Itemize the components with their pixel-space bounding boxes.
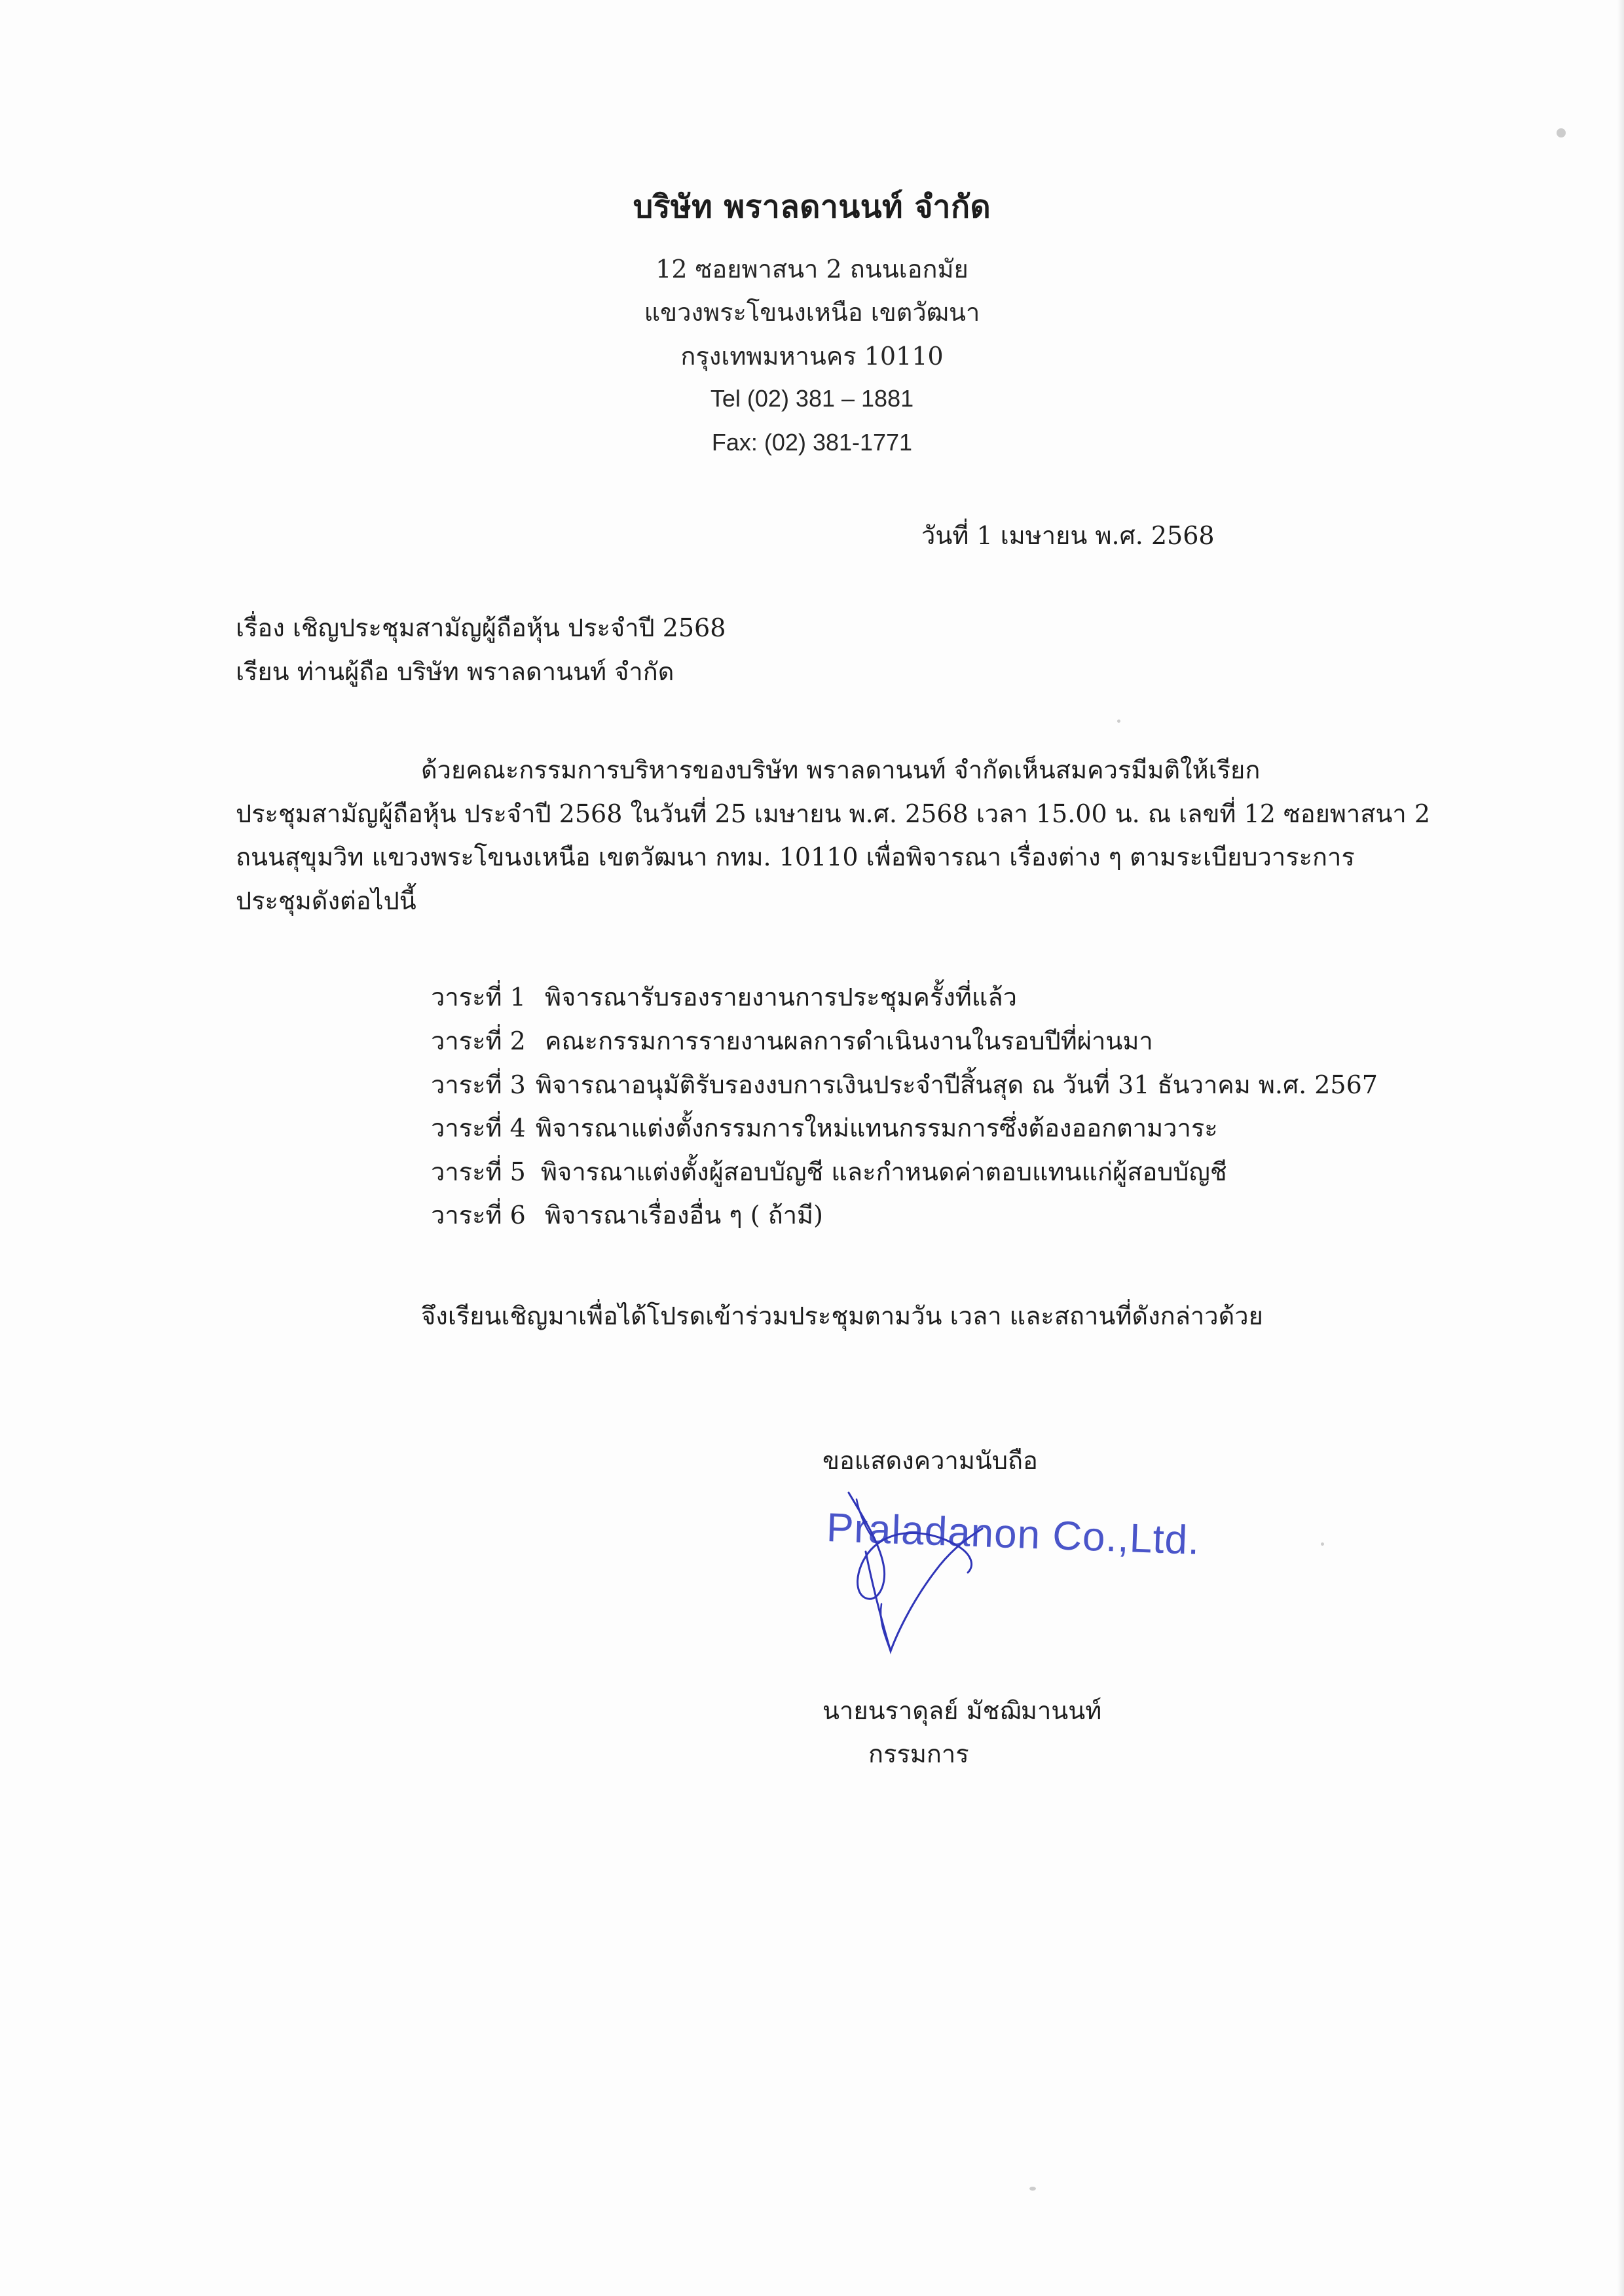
regards-text: ขอแสดงความนับถือ [822, 1446, 1038, 1475]
stamp-and-signature [819, 1473, 1251, 1676]
agenda-text: คณะกรรมการรายงานผลการดำเนินงานในรอบปีที่ผ่านมา [545, 1027, 1153, 1055]
body-line-3: ถนนสุขุมวิท แขวงพระโขนงเหนือ เขตวัฒนา กทม. 10110 เพื่อพิจารณา เรื่องต่าง ๆ ตามระเบียบวาระการ [236, 843, 1355, 871]
agenda-item [431, 985, 1017, 1010]
letter-recipient: เรียน ท่านผู้ถือ บริษัท พราลดานนท์ จำกัด [236, 657, 674, 686]
agenda-text: พิจารณาอนุมัติรับรองงบการเงินประจำปีสิ้นสุด ณ วันที่ 31 ธันวาคม พ.ศ. 2567 [536, 1070, 1378, 1099]
telephone-number: Tel (02) 381 – 1881 [710, 385, 914, 412]
agenda-text: พิจารณาเรื่องอื่น ๆ ( ถ้ามี) [545, 1201, 823, 1230]
body-line-1: ด้วยคณะกรรมการบริหารของบริษัท พราลดานนท์ จำกัดเห็นสมควรมีมติให้เรียก [421, 756, 1261, 784]
agenda-text: พิจารณาแต่งตั้งผู้สอบบัญชี และกำหนดค่าตอบแทนแก่ผู้สอบบัญชี [541, 1157, 1227, 1186]
body-line-2: ประชุมสามัญผู้ถือหุ้น ประจำปี 2568 ในวันที่ 25 เมษายน พ.ศ. 2568 เวลา 15.00 น. ณ เลขที่ 12 ซอยพาสนา 2 [236, 799, 1431, 828]
letter-date: วันที่ 1 เมษายน พ.ศ. 2568 [921, 521, 1215, 550]
body-line-4: ประชุมดังต่อไปนี้ [236, 886, 416, 915]
fax-number: Fax: (02) 381-1771 [711, 429, 913, 456]
address-line-3: กรุงเทพมหานคร 10110 [680, 342, 944, 371]
agenda-number: วาระที่ 5 [431, 1157, 526, 1186]
agenda-text: พิจารณาแต่งตั้งกรรมการใหม่แทนกรรมการซึ่งต้องออกตามวาระ [536, 1114, 1218, 1142]
scan-speck [1557, 128, 1566, 137]
agenda-item [431, 1203, 823, 1228]
address-line-1: 12 ซอยพาสนา 2 ถนนเอกมัย [655, 255, 969, 283]
agenda-number: วาระที่ 2 [431, 1027, 526, 1055]
agenda-number: วาระที่ 3 [431, 1070, 526, 1099]
address-line-2: แขวงพระโขนงเหนือ เขตวัฒนา [644, 298, 980, 327]
agenda-item [431, 1116, 1218, 1140]
company-stamp: Praladanon Co.,Ltd. [825, 1505, 1201, 1563]
scan-speck [1321, 1542, 1324, 1546]
agenda-number: วาระที่ 6 [431, 1201, 526, 1230]
agenda-item [431, 1029, 1153, 1053]
agenda-number: วาระที่ 1 [431, 983, 526, 1011]
signer-name: นายนราดุลย์ มัชฌิมานนท์ [822, 1696, 1102, 1725]
handwritten-signature [819, 1473, 1251, 1676]
agenda-text: พิจารณารับรองรายงานการประชุมครั้งที่แล้ว [545, 983, 1017, 1011]
letter-subject: เรื่อง เชิญประชุมสามัญผู้ถือหุ้น ประจำปี 2568 [236, 613, 726, 642]
closing-sentence: จึงเรียนเชิญมาเพื่อได้โปรดเข้าร่วมประชุมตามวัน เวลา และสถานที่ดังกล่าวด้วย [421, 1302, 1263, 1330]
agenda-item [431, 1072, 1378, 1097]
agenda-item [431, 1159, 1227, 1184]
company-name: บริษัท พราลดานนท์ จำกัด [633, 189, 991, 225]
scan-speck [1117, 720, 1120, 723]
agenda-number: วาระที่ 4 [431, 1114, 526, 1142]
scan-speck [1029, 2187, 1036, 2191]
signer-title: กรรมการ [868, 1740, 969, 1768]
